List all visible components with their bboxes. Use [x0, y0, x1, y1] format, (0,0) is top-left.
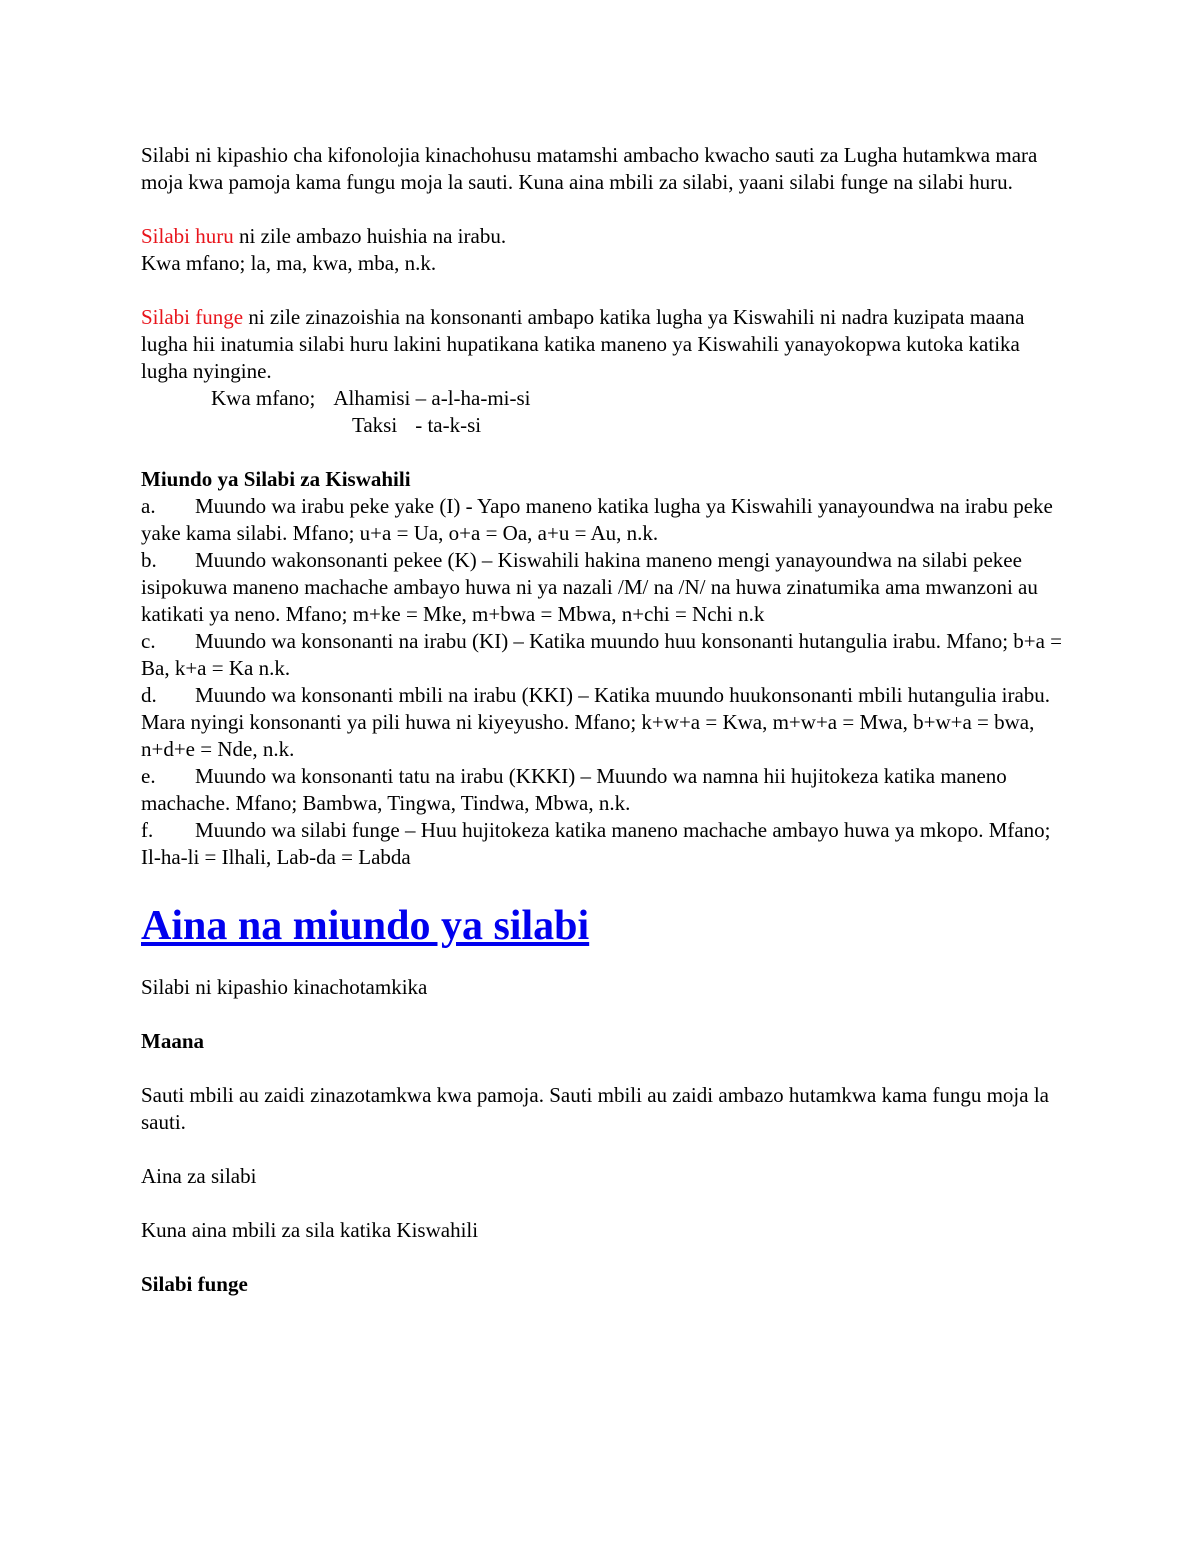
silabi-funge-term: Silabi funge: [141, 305, 244, 329]
list-item: [141, 817, 1071, 871]
miundo-list: [141, 493, 1071, 871]
miundo-heading: Miundo ya Silabi za Kiswahili: [141, 467, 411, 491]
list-item: [141, 493, 1071, 547]
silabi-funge-definition: [141, 304, 1071, 385]
example-syllables-taksi: - ta-k-si: [415, 413, 482, 437]
example-label: Kwa mfano;: [211, 386, 316, 410]
silabi-huru-example: Kwa mfano; la, ma, kwa, mba, n.k.: [141, 251, 437, 275]
funge-example-line-1: [141, 385, 1071, 412]
list-item-marker: c.: [141, 629, 156, 653]
example-word-taksi: Taksi: [352, 413, 398, 437]
list-item: [141, 682, 1071, 763]
maana-text: Sauti mbili au zaidi zinazotamkwa kwa pamoja. Sauti mbili au zaidi ambazo hutamkwa kama fungu moja la sauti.: [141, 1083, 1049, 1134]
funge-example-line-2: [141, 412, 1071, 439]
list-item-text: Muundo wa konsonanti tatu na irabu (KKKI) – Muundo wa namna hii hujitokeza katika maneno machache. Mfano; Bambwa, Tingwa, Tindwa, Mbwa, n.k.: [141, 764, 1007, 815]
list-item-text: Muundo wa silabi funge – Huu hujitokeza katika maneno machache ambayo huwa ya mkopo. Mfano; Il-ha-li = Ilhali, Lab-da = Labda: [141, 818, 1051, 869]
list-item-text: Muundo wa irabu peke yake (I) - Yapo maneno katika lugha ya Kiswahili yanayoundwa na irabu peke yake kama silabi. Mfano; u+a = Ua, o+a = Oa, a+u = Au, n.k.: [141, 494, 1053, 545]
list-item-marker: b.: [141, 548, 157, 572]
list-item-marker: f.: [141, 818, 154, 842]
intro-paragraph: Silabi ni kipashio cha kifonolojia kinachohusu matamshi ambacho kwacho sauti za Lugha hutamkwa mara moja kwa pamoja kama fungu moja la sauti. Kuna aina mbili za silabi, yaani silabi funge na silabi huru.: [141, 143, 1038, 194]
list-item-text: Muundo wa konsonanti mbili na irabu (KKI) – Katika muundo huukonsonanti mbili hutangulia irabu. Mara nyingi konsonanti ya pili huwa ni kiyeyusho. Mfano; k+w+a = Kwa, m+w+a = Mwa, b+w+a = bwa, n+d+e = Nde, n.k.: [141, 683, 1051, 761]
list-item-text: Muundo wakonsonanti pekee (K) – Kiswahili hakina maneno mengi yanayoundwa na silabi pekee isipokuwa maneno machache ambayo huwa ni ya nazali /M/ na /N/ na huwa zinatumika ama mwanzoni au katikati ya neno. Mfano; m+ke = Mke, m+bwa = Mbwa, n+chi = Nchi n.k: [141, 548, 1038, 626]
example-syllables-alhamisi: – a-l-ha-mi-si: [415, 386, 531, 410]
list-item: [141, 763, 1071, 817]
list-item-text: Muundo wa konsonanti na irabu (KI) – Katika muundo huu konsonanti hutangulia irabu. Mfano; b+a = Ba, k+a = Ka n.k.: [141, 629, 1063, 680]
list-item: [141, 628, 1071, 682]
section2-intro: Silabi ni kipashio kinachotamkika: [141, 975, 428, 999]
silabi-huru-term: Silabi huru: [141, 224, 234, 248]
list-item-marker: e.: [141, 764, 156, 788]
list-item-marker: a.: [141, 494, 156, 518]
silabi-huru-text: ni zile ambazo huishia na irabu.: [233, 224, 507, 248]
aina-za-silabi: Aina za silabi: [141, 1164, 257, 1188]
silabi-huru-definition: [141, 223, 1071, 250]
kuna-aina-mbili: Kuna aina mbili za sila katika Kiswahili: [141, 1218, 479, 1242]
silabi-funge-heading: Silabi funge: [141, 1272, 248, 1296]
silabi-funge-text: ni zile zinazoishia na konsonanti ambapo katika lugha ya Kiswahili ni nadra kuzipata maana lugha hii inatumia silabi huru lakini hupatikana katika maneno ya Kiswahili yanayokopwa kutoka katika lugha nyingine.: [141, 305, 1025, 383]
list-item: [141, 547, 1071, 628]
maana-heading: Maana: [141, 1029, 204, 1053]
section-heading-link[interactable]: Aina na miundo ya silabi: [141, 903, 590, 949]
list-item-marker: d.: [141, 683, 157, 707]
document-body: [141, 142, 1071, 1298]
example-word-alhamisi: Alhamisi: [333, 386, 411, 410]
